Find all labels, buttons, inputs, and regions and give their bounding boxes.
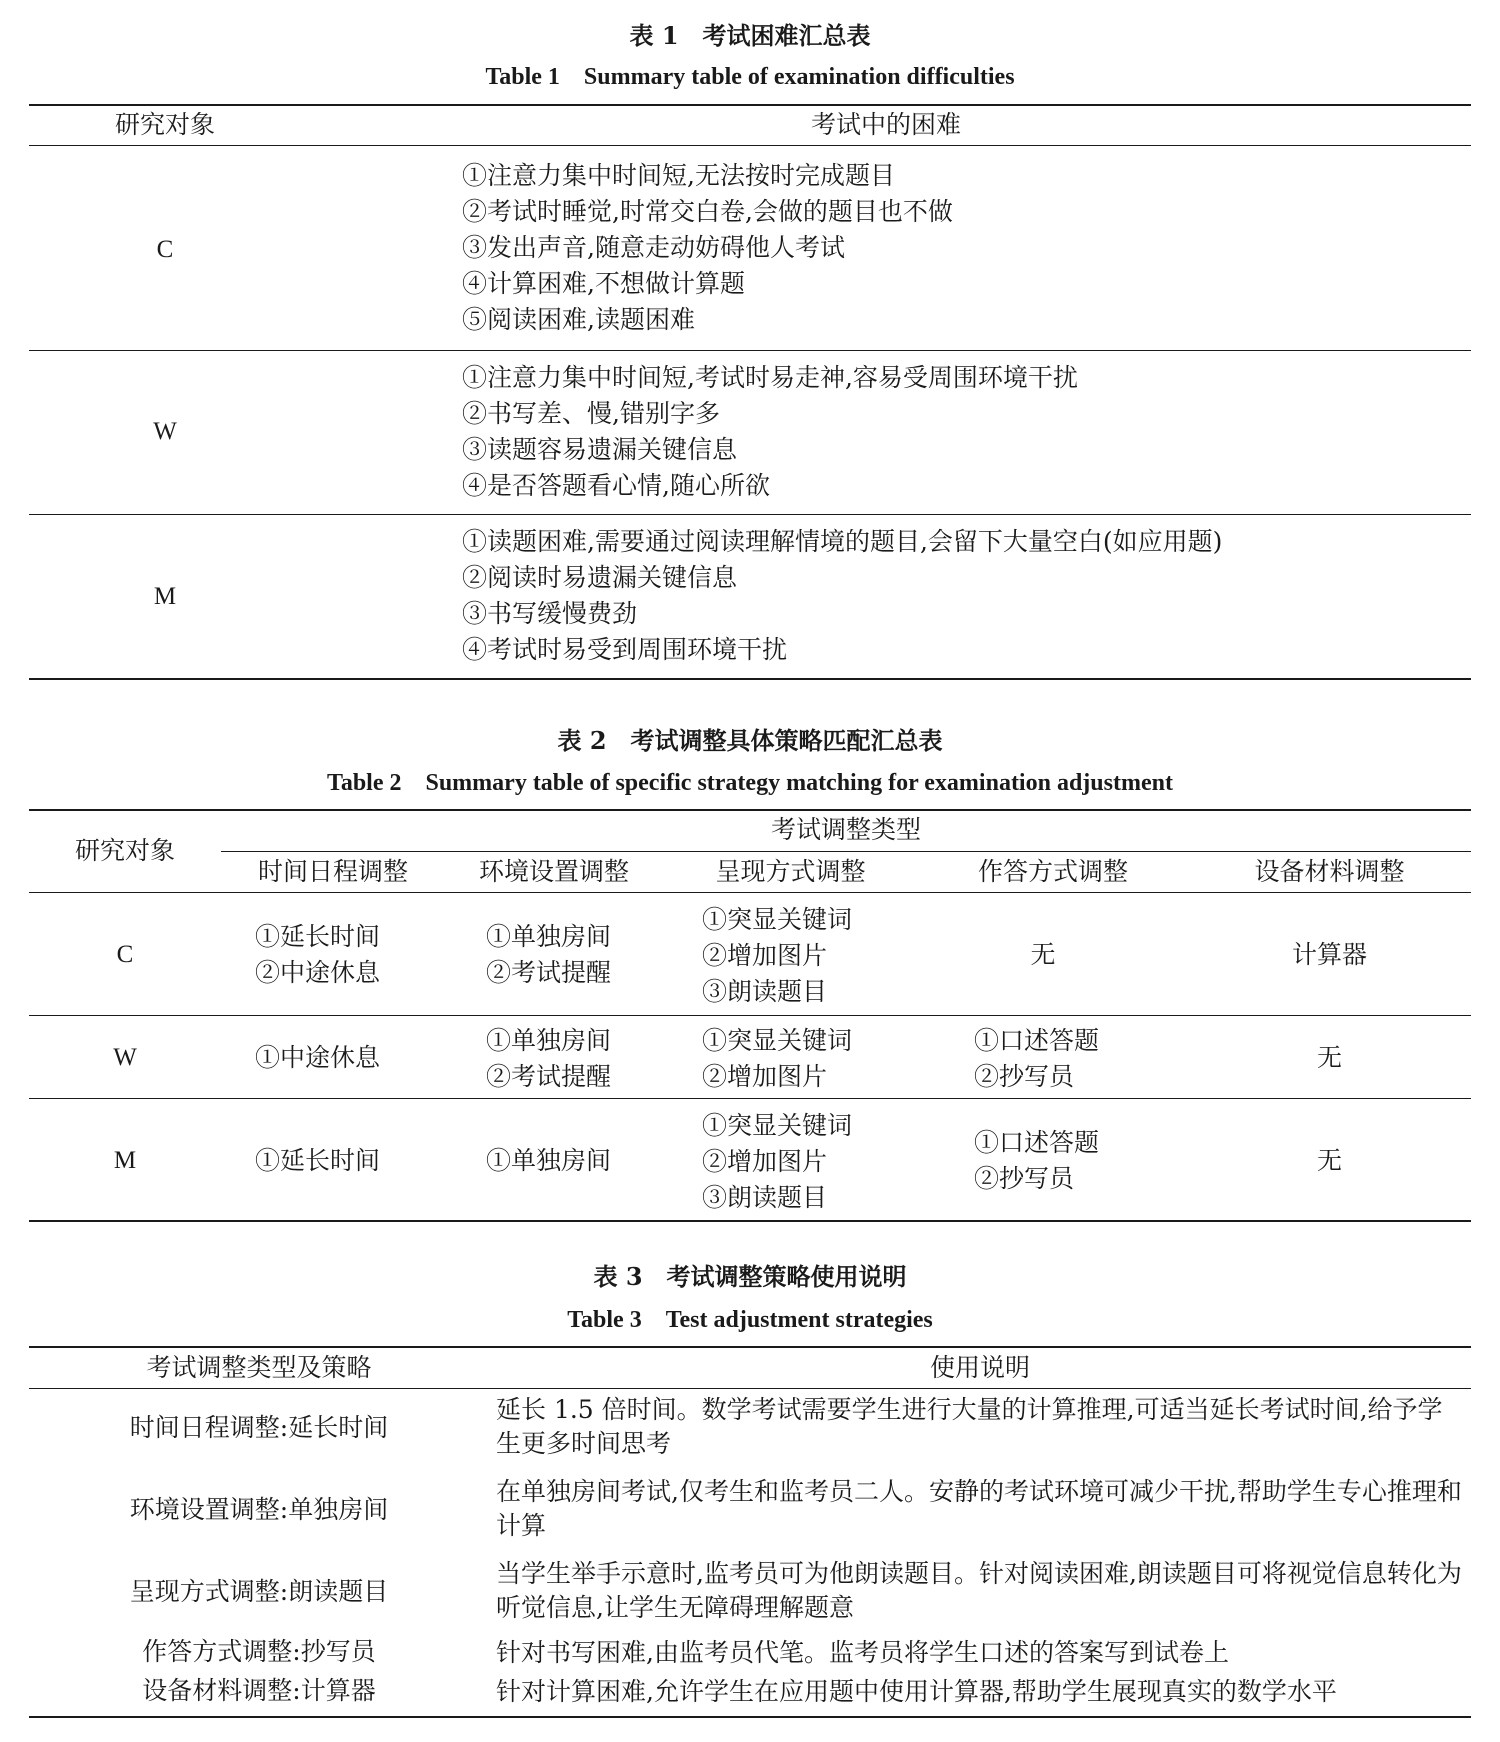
table1-row-difficulties (462, 158, 953, 338)
table3-header-description: 使用说明 (929, 1353, 1030, 1382)
table2-caption-en: Table 2 Summary table of specific strategy matching for examination adjustment (327, 770, 1173, 796)
table2-col-header: 设备材料调整 (1254, 857, 1405, 886)
table3-caption-en: Table 3 Test adjustment strategies (567, 1307, 933, 1333)
table1-row-divider (29, 350, 1471, 351)
table1-top-rule (29, 104, 1471, 106)
table1-row-subject: W (153, 418, 177, 445)
strategy-item: ①延长时间 (255, 922, 381, 951)
strategy-item: ①口述答题 (974, 1128, 1100, 1157)
strategy-item: ①单独房间 (486, 1026, 612, 1055)
table1-caption-cn: 表 1 考试困难汇总表 (629, 21, 871, 50)
table2-cell (702, 1108, 852, 1216)
table3-row-description: 在单独房间考试,仅考生和监考员二人。安静的考试环境可减少干扰,帮助学生专心推理和计算 (496, 1477, 1462, 1540)
table2-group-rule (221, 851, 1471, 852)
list-item: ③读题容易遗漏关键信息 (462, 435, 738, 464)
table1-row-subject: M (153, 583, 177, 610)
table2-cell (974, 1023, 1099, 1095)
table2-col-header: 时间日程调整 (257, 857, 408, 886)
table2-row-subject: W (113, 1044, 137, 1071)
table1-bottom-rule (29, 678, 1471, 680)
strategy-item: ①口述答题 (974, 1026, 1100, 1055)
table2-cell (974, 1125, 1099, 1197)
table2-bottom-rule (29, 1220, 1471, 1222)
table2-caption-cn: 表 2 考试调整具体策略匹配汇总表 (557, 726, 943, 755)
list-item: ④考试时易受到周围环境干扰 (462, 635, 788, 664)
table1-row-difficulties (462, 524, 1222, 668)
table3-header-strategy: 考试调整类型及策略 (146, 1353, 372, 1382)
table2-cell: 计算器 (1291, 940, 1367, 969)
table3-caption-cn: 表 3 考试调整策略使用说明 (593, 1262, 907, 1291)
table2-col-header: 作答方式调整 (977, 857, 1128, 886)
table1-header-rule (29, 145, 1471, 146)
table2-cell (702, 1023, 852, 1095)
strategy-item: ②增加图片 (702, 1062, 828, 1091)
list-item: ④计算困难,不想做计算题 (462, 269, 745, 298)
list-item: ①注意力集中时间短,无法按时完成题目 (462, 161, 895, 190)
strategy-item: ②增加图片 (702, 941, 828, 970)
table1-row-difficulties (462, 360, 1078, 504)
table3-row-strategy: 时间日程调整:延长时间 (129, 1413, 389, 1442)
strategy-item: ②考试提醒 (486, 958, 612, 987)
table3-row-strategy: 设备材料调整:计算器 (142, 1676, 376, 1705)
list-item: ①读题困难,需要通过阅读理解情境的题目,会留下大量空白(如应用题) (462, 527, 1223, 556)
table2-col-header: 呈现方式调整 (715, 857, 866, 886)
table3-row-description: 延长 1.5 倍时间。数学考试需要学生进行大量的计算推理,可适当延长考试时间,给予学生更多时间思考 (496, 1395, 1443, 1458)
strategy-item: ①单独房间 (486, 922, 612, 951)
table1-row-subject: C (156, 236, 174, 263)
table2-cell: 无 (1316, 1146, 1342, 1175)
table2-cell: 无 (1030, 940, 1056, 969)
strategy-item: ②增加图片 (702, 1147, 828, 1176)
table1-row-divider (29, 514, 1471, 515)
table3-row-strategy: 呈现方式调整:朗读题目 (129, 1577, 389, 1606)
table2-row-divider (29, 1098, 1471, 1099)
table3-row-description: 针对书写困难,由监考员代笔。监考员将学生口述的答案写到试卷上 (496, 1638, 1229, 1667)
strategy-item: ②抄写员 (974, 1062, 1075, 1091)
table3-top-rule (29, 1346, 1471, 1348)
list-item: ③书写缓慢费劲 (462, 599, 638, 628)
list-item: ③发出声音,随意走动妨碍他人考试 (462, 233, 845, 262)
strategy-item: ②中途休息 (255, 958, 381, 987)
table2-col-header: 环境设置调整 (478, 857, 629, 886)
strategy-item: ③朗读题目 (702, 977, 828, 1006)
table3-row-strategy: 环境设置调整:单独房间 (129, 1495, 389, 1524)
table2-header-rule (29, 892, 1471, 893)
table2-cell (702, 902, 852, 1010)
list-item: ④是否答题看心情,随心所欲 (462, 471, 770, 500)
table2-cell (486, 1143, 611, 1179)
table2-cell (486, 1023, 611, 1095)
table2-top-rule (29, 809, 1471, 811)
table2-row-divider (29, 1015, 1471, 1016)
strategy-item: ②考试提醒 (486, 1062, 612, 1091)
list-item: ①注意力集中时间短,考试时易走神,容易受周围环境干扰 (462, 363, 1078, 392)
list-item: ②书写差、慢,错别字多 (462, 399, 720, 428)
strategy-item: ①延长时间 (255, 1146, 381, 1175)
table1-header-subject: 研究对象 (114, 110, 215, 139)
table1-header-difficulties: 考试中的困难 (810, 110, 961, 139)
list-item: ②阅读时易遗漏关键信息 (462, 563, 738, 592)
strategy-item: ①突显关键词 (702, 905, 853, 934)
table2-header-subject: 研究对象 (74, 836, 175, 865)
strategy-item: ③朗读题目 (702, 1183, 828, 1212)
list-item: ⑤阅读困难,读题困难 (462, 305, 695, 334)
strategy-item: ①单独房间 (486, 1146, 612, 1175)
table2-cell (255, 1040, 380, 1076)
strategy-item: ②抄写员 (974, 1164, 1075, 1193)
table2-cell: 无 (1316, 1043, 1342, 1072)
table3-header-rule (29, 1388, 1471, 1389)
strategy-item: ①突显关键词 (702, 1026, 853, 1055)
table2-cell (255, 919, 380, 991)
table3-bottom-rule (29, 1716, 1471, 1718)
table3-row-strategy: 作答方式调整:抄写员 (142, 1637, 376, 1666)
strategy-item: ①突显关键词 (702, 1111, 853, 1140)
table2-cell (486, 919, 611, 991)
strategy-item: ①中途休息 (255, 1043, 381, 1072)
table2-cell (255, 1143, 380, 1179)
list-item: ②考试时睡觉,时常交白卷,会做的题目也不做 (462, 197, 953, 226)
table3-row-description: 当学生举手示意时,监考员可为他朗读题目。针对阅读困难,朗读题目可将视觉信息转化为听觉信息,让学生无障碍理解题意 (496, 1559, 1462, 1622)
table2-row-subject: C (116, 941, 134, 968)
table3-row-description: 针对计算困难,允许学生在应用题中使用计算器,帮助学生展现真实的数学水平 (496, 1677, 1337, 1706)
table2-header-group: 考试调整类型 (770, 815, 921, 844)
table2-row-subject: M (113, 1147, 137, 1174)
table1-caption-en: Table 1 Summary table of examination difficulties (485, 64, 1015, 90)
